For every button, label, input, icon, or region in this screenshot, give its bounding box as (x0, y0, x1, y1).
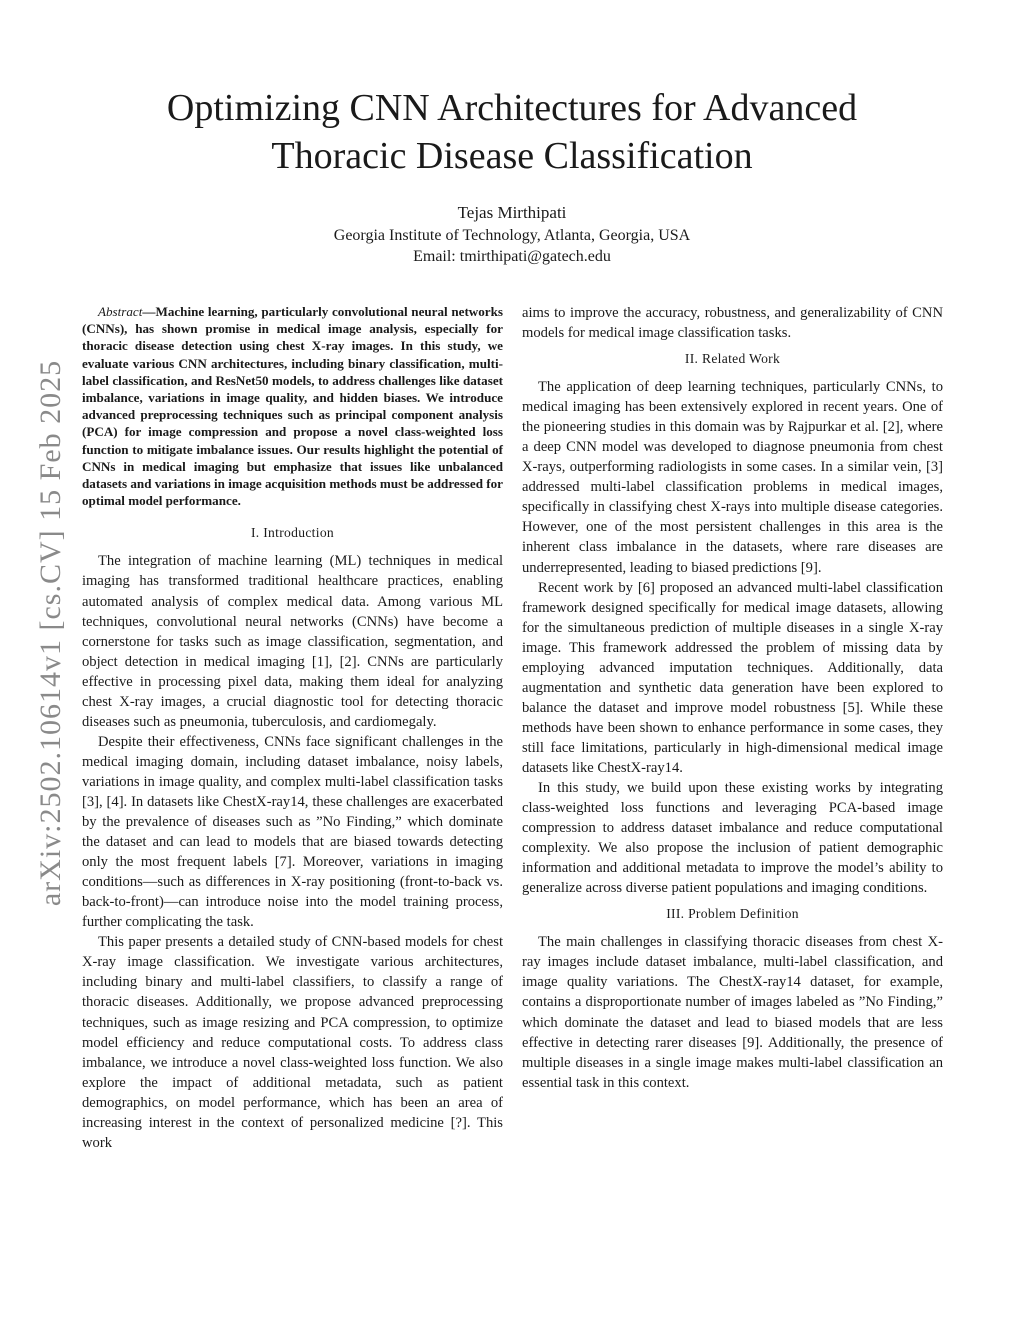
related-paragraph-3: In this study, we build upon these existing works by integrating class-weighted loss functions and leveraging PCA-based image compression to address dataset imbalance and reduce computational complexity. We also propose the inclusion of patient demographic information and additional metadata to improve the model’s ability to generalize across diverse patient populations and imaging conditions. (522, 780, 943, 897)
related-paragraph-2: Recent work by [6] proposed an advanced multi-label classification framework designed specifically for medical image datasets, allowing for the simultaneous prediction of multiple diseases in a single X-ray image. This framework addressed the problem of missing data by employing advanced imputation techniques. Additionally, data augmentation and synthetic data generation have been explored to balance the dataset and improve model robustness [5]. While these methods have been shown to enhance performance in some cases, they still face limitations, particularly in high-dimensional medical image datasets like ChestX-ray14. (522, 579, 943, 776)
intro-paragraph-1: The integration of machine learning (ML) techniques in medical imaging has transformed traditional healthcare practices, enabling automated analysis of complex medical data. Among various ML techniques, convolutional neural networks (CNNs) have become a cornerstone for tasks such as image classification, segmentation, and object detection in medical imaging [1], [2]. CNNs are particularly effective in processing pixel data, making them ideal for analyzing chest X-ray images, a crucial diagnostic tool for detecting thoracic diseases such as pneumonia, tuberculosis, and cardiomegaly. (82, 553, 503, 730)
related-paragraph-1: The application of deep learning techniques, particularly CNNs, to medical imaging has been extensively explored in recent years. One of the pioneering studies in this domain was by Rajpurkar et al. [2], where a deep CNN model was developed to diagnose pneumonia from chest X-rays, outperforming radiologists in some cases. In a similar vein, [3] addressed multi-label classification problems in medical images, specifically in classifying chest X-rays into multiple disease categories. However, one of the most persistent challenges in this area is the inherent class imbalance in the datasets, where rare diseases are underrepresented, leading to biased predictions [9]. (522, 379, 943, 576)
arxiv-identifier: arXiv:2502.10614v1 [cs.CV] 15 Feb 2025 (34, 359, 67, 907)
intro-paragraph-3: This paper presents a detailed study of CNN-based models for chest X-ray image classification. We investigate various architectures, including binary and multi-label classifiers, to classify a range of thoracic diseases. Additionally, we propose advanced preprocessing techniques, such as image resizing and PCA compression, to optimize model efficiency and reduce computational costs. To address class imbalance, we introduce a novel class-weighted loss function. We also explore the impact of additional metadata, such as patient demographics, on model performance, which has been an area of increasing interest in the context of personalized medicine [?]. This work (82, 934, 503, 1151)
title-line-1: Optimizing CNN Architectures for Advanced (166, 87, 858, 129)
intro-paragraph-2: Despite their effectiveness, CNNs face significant challenges in the medical imaging domain, including dataset imbalance, noisy labels, variations in image quality, and complex multi-label classification tasks [3], [4]. In datasets like ChestX-ray14, these challenges are exacerbated by the prevalence of diseases such as ”No Finding,” which dominate the dataset and can lead to models that are biased towards detecting only the most frequent labels [7]. Moreover, variations in imaging conditions—such as differences in X-ray positioning (front-to-back vs. back-to-front)—can introduce noise into the model training process, further complicating the task. (82, 733, 503, 931)
author-affiliation: Georgia Institute of Technology, Atlanta, Georgia, USA (333, 227, 691, 244)
abstract (82, 303, 503, 509)
paper-title (80, 84, 944, 180)
intro-paragraph-3-continuation: aims to improve the accuracy, robustness, and generalizability of CNN models for medical image classification tasks. (522, 305, 943, 342)
section-heading-related-work: II. Related Work (684, 351, 781, 367)
right-column (522, 303, 943, 1093)
problem-paragraph-1: The main challenges in classifying thoracic diseases from chest X-ray images include dataset imbalance, multi-label classification, and image quality variations. The ChestX-ray14 dataset, for example, contains a disproportionate number of images labeled as ”No Finding,” which dominate the dataset and lead to biased models that are less effective in detecting rarer diseases [9]. Additionally, the presence of multiple diseases in a single image makes multi-label classification an essential task in this context. (522, 934, 943, 1091)
left-column (82, 303, 503, 1153)
abstract-label: Abstract (98, 304, 143, 319)
author-name: Tejas Mirthipati (457, 203, 567, 222)
section-heading-problem-definition: III. Problem Definition (666, 906, 799, 922)
author-email[interactable]: Email: tmirthipati@gatech.edu (413, 248, 611, 265)
abstract-text: —Machine learning, particularly convolutional neural networks (CNNs), has shown promise in medical image analysis, especially for thoracic disease detection using chest X-ray images. In this study, we evaluate various CNN architectures, including binary classification, multi-label classification, and ResNet50 models, to address challenges like dataset imbalance, variations in image quality, and hidden biases. We introduce advanced preprocessing techniques such as principal component analysis (PCA) for image compression and propose a novel class-weighted loss function to mitigate imbalance issues. Our results highlight the potential of CNNs in medical imaging but emphasize that issues like unbalanced datasets and variations in image acquisition methods must be addressed for optimal model performance. (82, 304, 503, 509)
section-heading-introduction: I. Introduction (250, 525, 335, 541)
title-line-2: Thoracic Disease Classification (271, 135, 753, 177)
author-block (200, 202, 824, 267)
